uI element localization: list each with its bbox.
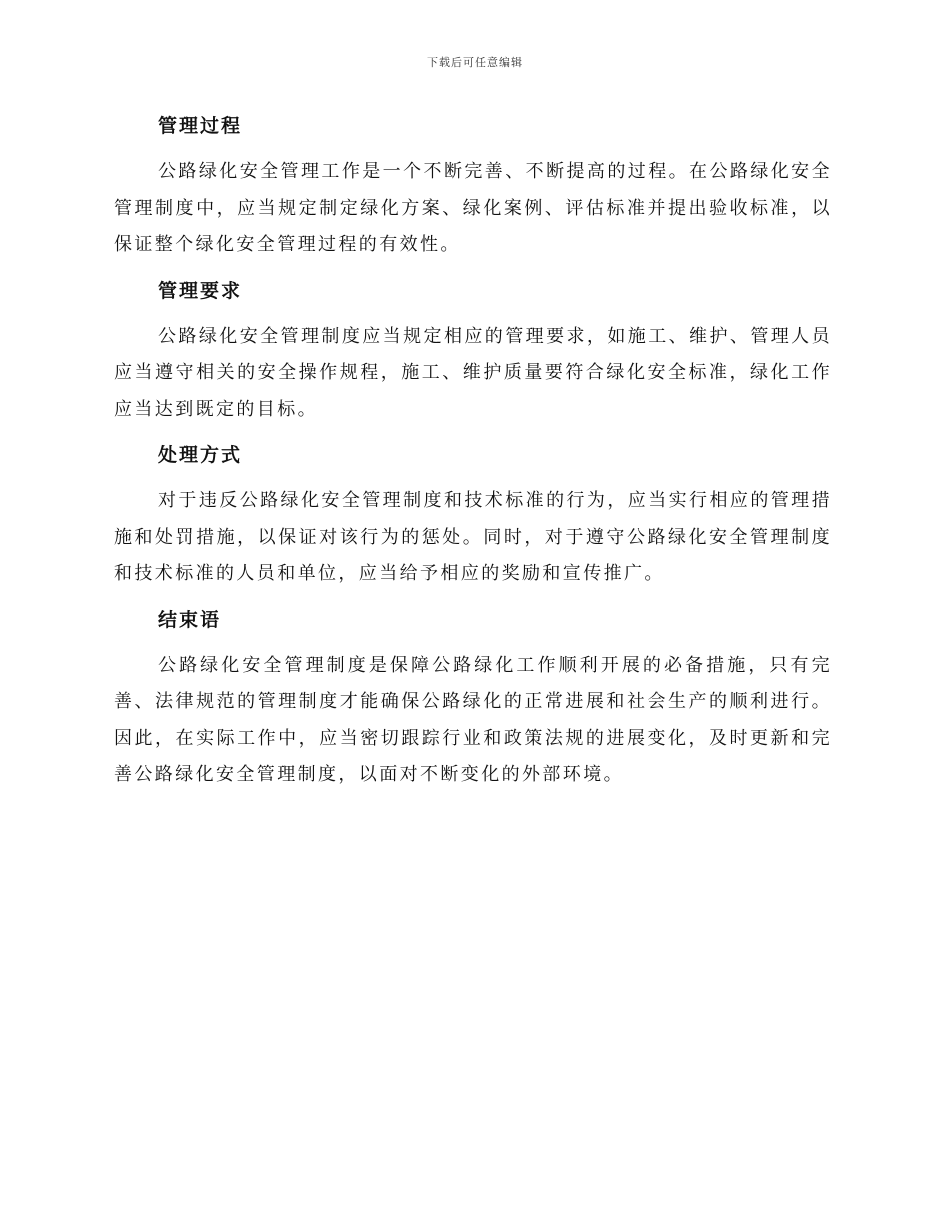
page-header: 下载后可任意编辑 <box>427 56 523 69</box>
section-management-requirements <box>114 273 832 429</box>
section-heading: 处理方式 <box>158 444 243 466</box>
section-management-process <box>114 108 832 264</box>
section-paragraph: 公路绿化安全管理制度是保障公路绿化工作顺利开展的必备措施，只有完善、法律规范的管理制度才能确保公路绿化的正常进展和社会生产的顺利进行。因此，在实际工作中，应当密切跟踪行业和政策法规的进展变化，及时更新和完善公路绿化安全管理制度，以面对不断变化的外部环境。 <box>114 654 832 785</box>
section-heading: 结束语 <box>158 608 222 631</box>
section-heading: 管理要求 <box>158 279 243 302</box>
section-paragraph: 对于违反公路绿化安全管理制度和技术标准的行为，应当实行相应的管理措施和处罚措施，以保证对该行为的惩处。同时，对于遵守公路绿化安全管理制度和技术标准的人员和单位，应当给予相应的奖励和宣传推广。 <box>114 490 832 584</box>
section-paragraph: 公路绿化安全管理制度应当规定相应的管理要求，如施工、维护、管理人员应当遵守相关的安全操作规程，施工、维护质量要符合绿化安全标准，绿化工作应当达到既定的目标。 <box>114 325 832 420</box>
section-heading: 管理过程 <box>158 115 243 137</box>
section-handling-methods <box>114 437 832 593</box>
section-paragraph: 公路绿化安全管理工作是一个不断完善、不断提高的过程。在公路绿化安全管理制度中，应当规定制定绿化方案、绿化案例、评估标准并提出验收标准，以保证整个绿化安全管理过程的有效性。 <box>114 161 832 255</box>
section-conclusion <box>114 602 832 794</box>
document-body <box>114 108 832 803</box>
